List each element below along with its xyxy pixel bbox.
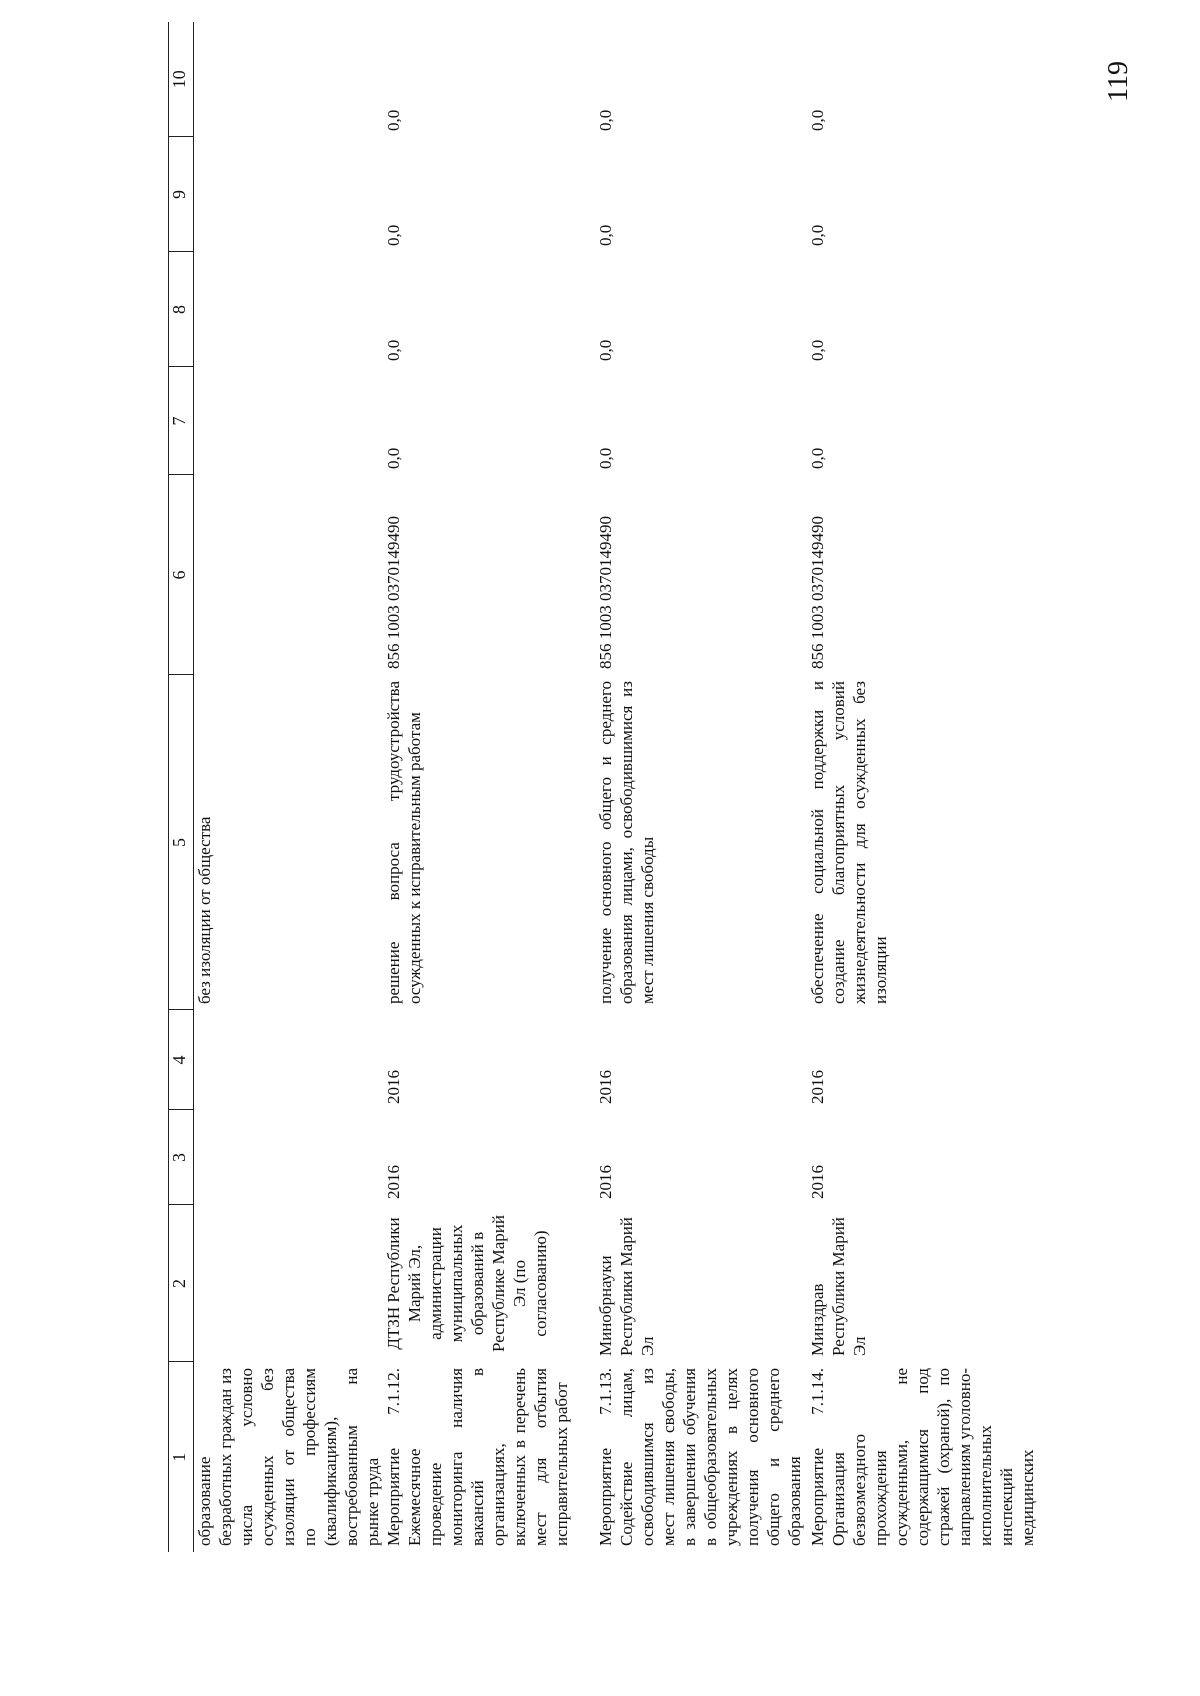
cell-value — [194, 252, 384, 367]
cell-value: 0,0 — [596, 224, 615, 246]
cell-result: обеспечение социальной поддержки и создание благоприятных условий жизнедеятельности для осужденных без изоляции — [808, 681, 890, 1004]
cell-value: 0,0 — [596, 109, 615, 131]
cell-executor: ДТЗН Республики Марий Эл, администрации муниципальных образований в Республике Марий Эл (по согласованию) — [384, 1215, 550, 1352]
cell-value: 0,0 — [596, 339, 615, 361]
table-row — [595, 22, 807, 1552]
cell-value: 0,0 — [808, 339, 827, 361]
cell-executor — [194, 1205, 384, 1362]
column-header: 7 — [169, 367, 194, 475]
column-header: 3 — [169, 1110, 194, 1205]
cell-measure: образование безработных граждан из числа условно осужденных без изоляции от общества по профессиям (квалификациям), востребованным на рынке труда — [195, 1368, 382, 1546]
cell-value: 0,0 — [384, 224, 403, 246]
column-header: 4 — [169, 1010, 194, 1110]
cell-value: 0,0 — [596, 447, 615, 469]
cell-executor: Минздрав Республики Марий Эл — [808, 1217, 869, 1356]
cell-value: 0,0 — [808, 224, 827, 246]
cell-end-year: 2016 — [596, 1070, 615, 1104]
column-header: 2 — [169, 1205, 194, 1362]
table-row — [383, 22, 595, 1552]
cell-start-year: 2016 — [808, 1165, 827, 1199]
cell-value — [194, 367, 384, 475]
cell-end-year: 2016 — [808, 1070, 827, 1104]
table-header-row — [169, 22, 194, 1552]
cell-value: 0,0 — [384, 109, 403, 131]
table-row — [807, 22, 1038, 1552]
column-header: 9 — [169, 137, 194, 252]
cell-start-year: 2016 — [596, 1165, 615, 1199]
cell-result: решение вопроса трудоустройства осужденных к исправительным работам — [384, 681, 424, 1004]
cell-value — [194, 22, 384, 137]
cell-measure: Мероприятие 7.1.13. Содействие лицам, освободившимся из мест лишения свободы, в завершении обучения в общеобразовательных учреждениях в целях получения основного общего и среднего образования — [596, 1368, 804, 1546]
cell-start-year — [194, 1110, 384, 1205]
cell-value: 0,0 — [808, 447, 827, 469]
cell-budget-code: 856 1003 0370149490 — [808, 516, 827, 669]
cell-value: 0,0 — [384, 339, 403, 361]
cell-budget-code: 856 1003 0370149490 — [384, 516, 403, 669]
cell-budget-code — [194, 475, 384, 675]
column-header: 8 — [169, 252, 194, 367]
cell-measure: Мероприятие 7.1.12. Ежемесячное проведение мониторинга наличия вакансий в организациях, включенных в перечень мест для отбытия исправительных работ — [384, 1368, 571, 1546]
column-header: 6 — [169, 475, 194, 675]
cell-measure: Мероприятие 7.1.14. Организация безвозмездного прохождения осужденными, не содержащимися под стражей (охраной), по направлениям уголовно-исполнительных инспекций медицинских — [808, 1367, 1037, 1546]
cell-start-year: 2016 — [384, 1165, 403, 1199]
column-header: 1 — [169, 1362, 194, 1552]
program-table — [168, 22, 1038, 1552]
column-header: 10 — [169, 22, 194, 137]
column-header: 5 — [169, 675, 194, 1010]
cell-end-year — [194, 1010, 384, 1110]
cell-result: получение основного общего и среднего образования лицами, освободившимися из мест лишения свободы — [596, 681, 657, 1004]
cell-value — [194, 137, 384, 252]
cell-result: без изоляции от общества — [195, 816, 214, 1004]
cell-end-year: 2016 — [384, 1070, 403, 1104]
cell-budget-code: 856 1003 0370149490 — [596, 516, 615, 669]
cell-value: 0,0 — [384, 447, 403, 469]
cell-executor: Минобрнауки Республики Марий Эл — [596, 1217, 657, 1356]
table-row — [194, 22, 384, 1552]
cell-value: 0,0 — [808, 109, 827, 131]
page-number: 119 — [1103, 61, 1134, 102]
